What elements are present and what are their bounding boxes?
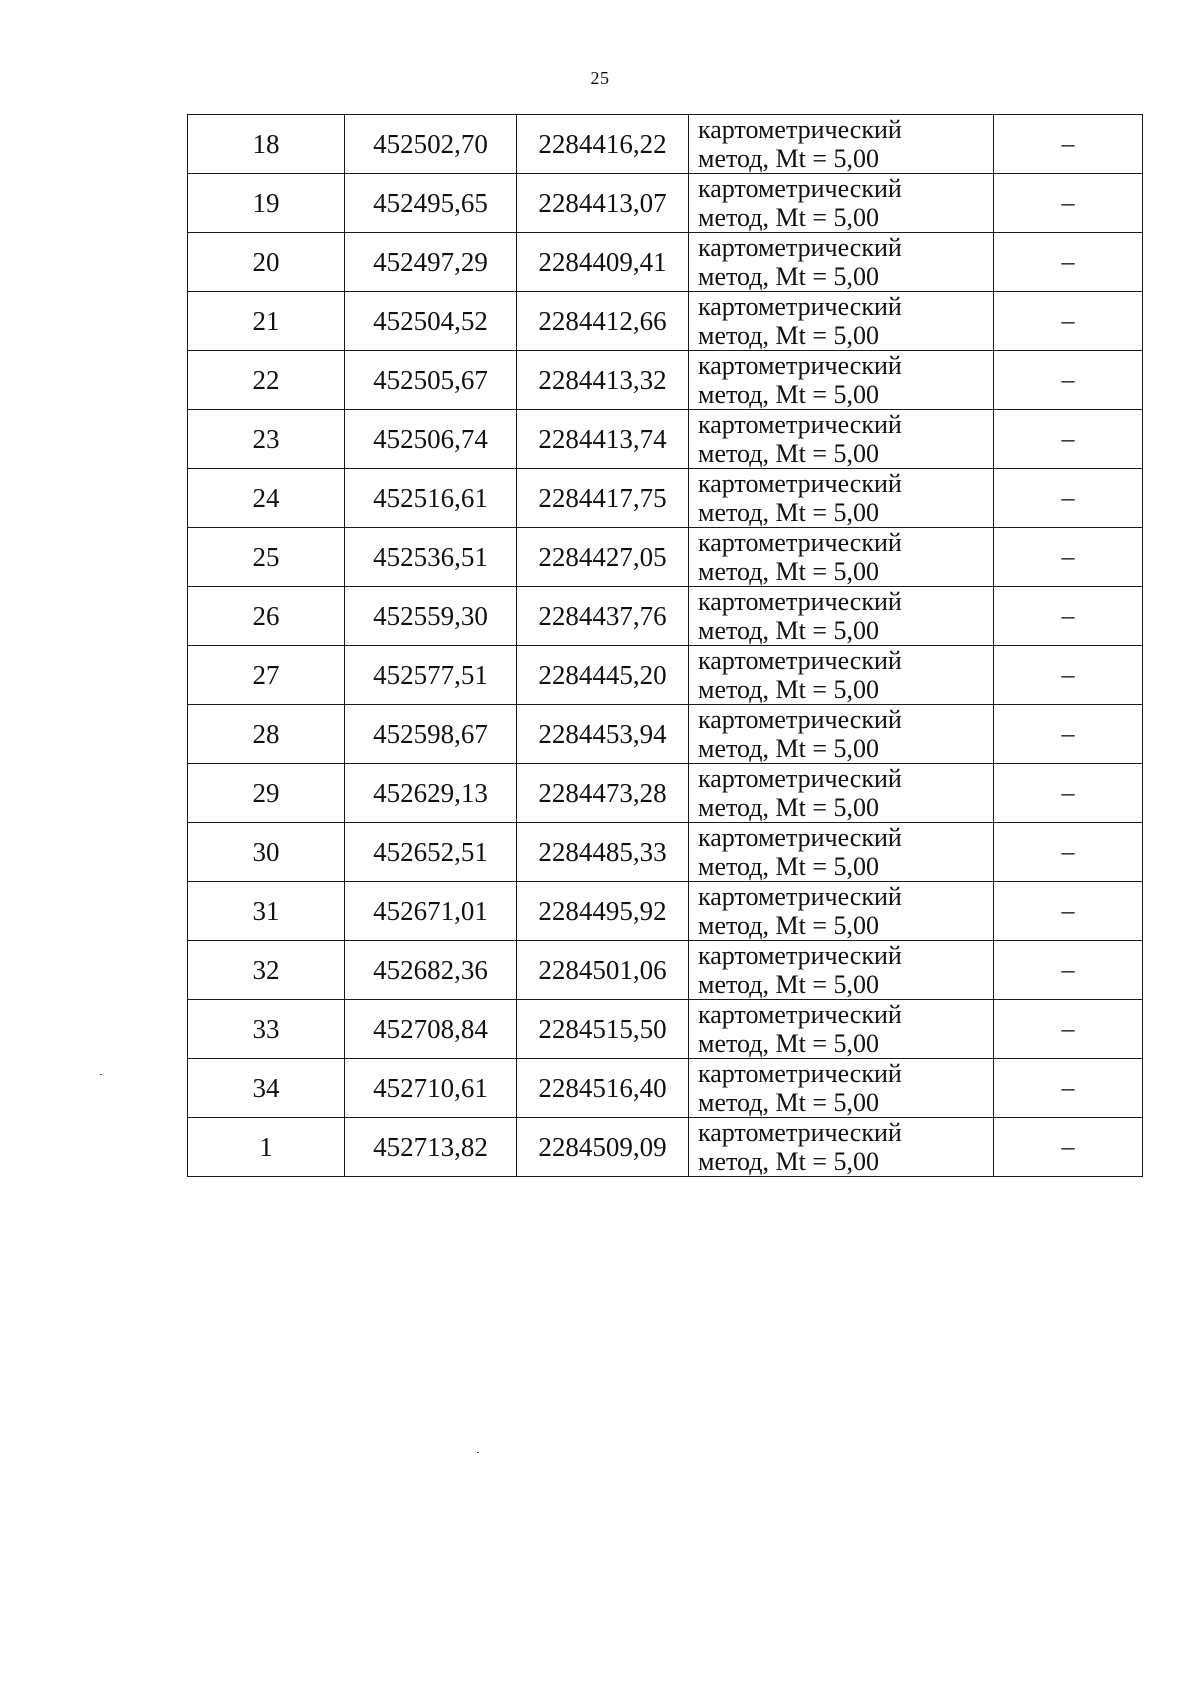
method-cell: [689, 1118, 994, 1177]
table-row: [188, 764, 1143, 823]
coordinate-y-cell: 2284516,40: [517, 1059, 689, 1118]
description-cell: –: [994, 941, 1143, 1000]
coordinate-y-cell: 2284417,75: [517, 469, 689, 528]
coordinate-y-cell: 2284412,66: [517, 292, 689, 351]
method-line-1: картометрический: [698, 764, 902, 793]
method-cell: [689, 587, 994, 646]
table-row: [188, 1059, 1143, 1118]
table-row: [188, 528, 1143, 587]
method-line-1: картометрический: [698, 941, 902, 970]
description-cell: –: [994, 469, 1143, 528]
coordinate-x-cell: 452671,01: [345, 882, 517, 941]
point-number-cell: 27: [188, 646, 345, 705]
coordinate-y-cell: 2284413,74: [517, 410, 689, 469]
method-line-2: метод, Mt = 5,00: [698, 439, 879, 468]
description-cell: –: [994, 823, 1143, 882]
point-number-cell: 34: [188, 1059, 345, 1118]
table-row: [188, 174, 1143, 233]
coordinate-x-cell: 452502,70: [345, 115, 517, 174]
coordinate-x-cell: 452577,51: [345, 646, 517, 705]
method-cell: [689, 292, 994, 351]
method-line-2: метод, Mt = 5,00: [698, 911, 879, 940]
table-row: [188, 410, 1143, 469]
point-number-cell: 18: [188, 115, 345, 174]
point-number-cell: 22: [188, 351, 345, 410]
method-cell: [689, 1000, 994, 1059]
method-cell: [689, 941, 994, 1000]
point-number-cell: 29: [188, 764, 345, 823]
method-line-2: метод, Mt = 5,00: [698, 498, 879, 527]
table-row: [188, 233, 1143, 292]
description-cell: –: [994, 646, 1143, 705]
point-number-cell: 32: [188, 941, 345, 1000]
description-cell: –: [994, 1118, 1143, 1177]
coordinate-x-cell: 452682,36: [345, 941, 517, 1000]
point-number-cell: 31: [188, 882, 345, 941]
coordinate-x-cell: 452495,65: [345, 174, 517, 233]
method-cell: [689, 410, 994, 469]
coordinate-x-cell: 452652,51: [345, 823, 517, 882]
coordinate-y-cell: 2284409,41: [517, 233, 689, 292]
table-row: [188, 823, 1143, 882]
point-number-cell: 1: [188, 1118, 345, 1177]
table-row: [188, 1118, 1143, 1177]
coordinate-x-cell: 452505,67: [345, 351, 517, 410]
description-cell: –: [994, 115, 1143, 174]
method-cell: [689, 528, 994, 587]
coordinate-x-cell: 452559,30: [345, 587, 517, 646]
coordinate-x-cell: 452506,74: [345, 410, 517, 469]
description-cell: –: [994, 351, 1143, 410]
method-line-1: картометрический: [698, 115, 902, 144]
coordinate-y-cell: 2284485,33: [517, 823, 689, 882]
method-line-2: метод, Mt = 5,00: [698, 203, 879, 232]
method-line-1: картометрический: [698, 646, 902, 675]
method-line-1: картометрический: [698, 469, 902, 498]
scan-speck: [477, 1452, 479, 1453]
method-line-1: картометрический: [698, 587, 902, 616]
method-line-2: метод, Mt = 5,00: [698, 1088, 879, 1117]
method-line-2: метод, Mt = 5,00: [698, 557, 879, 586]
table-row: [188, 469, 1143, 528]
coordinate-x-cell: 452598,67: [345, 705, 517, 764]
coordinate-y-cell: 2284509,09: [517, 1118, 689, 1177]
method-cell: [689, 351, 994, 410]
coordinate-y-cell: 2284501,06: [517, 941, 689, 1000]
method-line-1: картометрический: [698, 174, 902, 203]
scan-speck: [100, 1074, 102, 1075]
coordinate-x-cell: 452497,29: [345, 233, 517, 292]
method-cell: [689, 233, 994, 292]
method-cell: [689, 174, 994, 233]
method-line-1: картометрический: [698, 351, 902, 380]
description-cell: –: [994, 764, 1143, 823]
method-line-1: картометрический: [698, 233, 902, 262]
point-number-cell: 28: [188, 705, 345, 764]
coordinate-x-cell: 452708,84: [345, 1000, 517, 1059]
method-line-1: картометрический: [698, 882, 902, 911]
method-line-2: метод, Mt = 5,00: [698, 144, 879, 173]
method-cell: [689, 115, 994, 174]
method-line-1: картометрический: [698, 1118, 902, 1147]
method-line-1: картометрический: [698, 410, 902, 439]
table-row: [188, 351, 1143, 410]
method-line-2: метод, Mt = 5,00: [698, 675, 879, 704]
method-line-2: метод, Mt = 5,00: [698, 262, 879, 291]
method-cell: [689, 1059, 994, 1118]
method-line-2: метод, Mt = 5,00: [698, 852, 879, 881]
method-line-2: метод, Mt = 5,00: [698, 380, 879, 409]
method-line-2: метод, Mt = 5,00: [698, 734, 879, 763]
method-line-2: метод, Mt = 5,00: [698, 616, 879, 645]
coordinate-x-cell: 452504,52: [345, 292, 517, 351]
method-line-2: метод, Mt = 5,00: [698, 970, 879, 999]
coordinate-x-cell: 452713,82: [345, 1118, 517, 1177]
method-line-1: картометрический: [698, 528, 902, 557]
method-line-1: картометрический: [698, 1000, 902, 1029]
point-number-cell: 26: [188, 587, 345, 646]
method-cell: [689, 705, 994, 764]
table-row: [188, 292, 1143, 351]
table-row: [188, 882, 1143, 941]
method-cell: [689, 646, 994, 705]
method-cell: [689, 764, 994, 823]
table-row: [188, 646, 1143, 705]
description-cell: –: [994, 410, 1143, 469]
coordinate-y-cell: 2284515,50: [517, 1000, 689, 1059]
coordinate-x-cell: 452629,13: [345, 764, 517, 823]
coordinate-x-cell: 452536,51: [345, 528, 517, 587]
description-cell: –: [994, 1000, 1143, 1059]
point-number-cell: 30: [188, 823, 345, 882]
method-cell: [689, 469, 994, 528]
coordinate-y-cell: 2284427,05: [517, 528, 689, 587]
point-number-cell: 24: [188, 469, 345, 528]
coordinate-y-cell: 2284495,92: [517, 882, 689, 941]
method-line-2: метод, Mt = 5,00: [698, 321, 879, 350]
coordinate-x-cell: 452710,61: [345, 1059, 517, 1118]
point-number-cell: 20: [188, 233, 345, 292]
method-line-2: метод, Mt = 5,00: [698, 793, 879, 822]
table-row: [188, 587, 1143, 646]
table-row: [188, 115, 1143, 174]
table-row: [188, 1000, 1143, 1059]
point-number-cell: 33: [188, 1000, 345, 1059]
point-number-cell: 19: [188, 174, 345, 233]
point-number-cell: 23: [188, 410, 345, 469]
method-cell: [689, 882, 994, 941]
method-line-1: картометрический: [698, 1059, 902, 1088]
coordinate-y-cell: 2284473,28: [517, 764, 689, 823]
coordinate-y-cell: 2284416,22: [517, 115, 689, 174]
coordinates-table-body: [188, 115, 1143, 1177]
coordinate-y-cell: 2284437,76: [517, 587, 689, 646]
table-row: [188, 705, 1143, 764]
description-cell: –: [994, 882, 1143, 941]
coordinate-y-cell: 2284453,94: [517, 705, 689, 764]
coordinate-y-cell: 2284413,32: [517, 351, 689, 410]
method-line-2: метод, Mt = 5,00: [698, 1029, 879, 1058]
description-cell: –: [994, 233, 1143, 292]
coordinate-y-cell: 2284445,20: [517, 646, 689, 705]
point-number-cell: 25: [188, 528, 345, 587]
page-number: 25: [590, 68, 610, 88]
description-cell: –: [994, 705, 1143, 764]
description-cell: –: [994, 587, 1143, 646]
description-cell: –: [994, 174, 1143, 233]
coordinates-table: [187, 114, 1143, 1177]
point-number-cell: 21: [188, 292, 345, 351]
description-cell: –: [994, 528, 1143, 587]
method-line-1: картометрический: [698, 823, 902, 852]
coordinate-x-cell: 452516,61: [345, 469, 517, 528]
coordinate-y-cell: 2284413,07: [517, 174, 689, 233]
description-cell: –: [994, 292, 1143, 351]
method-cell: [689, 823, 994, 882]
method-line-2: метод, Mt = 5,00: [698, 1147, 879, 1176]
method-line-1: картометрический: [698, 292, 902, 321]
table-row: [188, 941, 1143, 1000]
method-line-1: картометрический: [698, 705, 902, 734]
description-cell: –: [994, 1059, 1143, 1118]
